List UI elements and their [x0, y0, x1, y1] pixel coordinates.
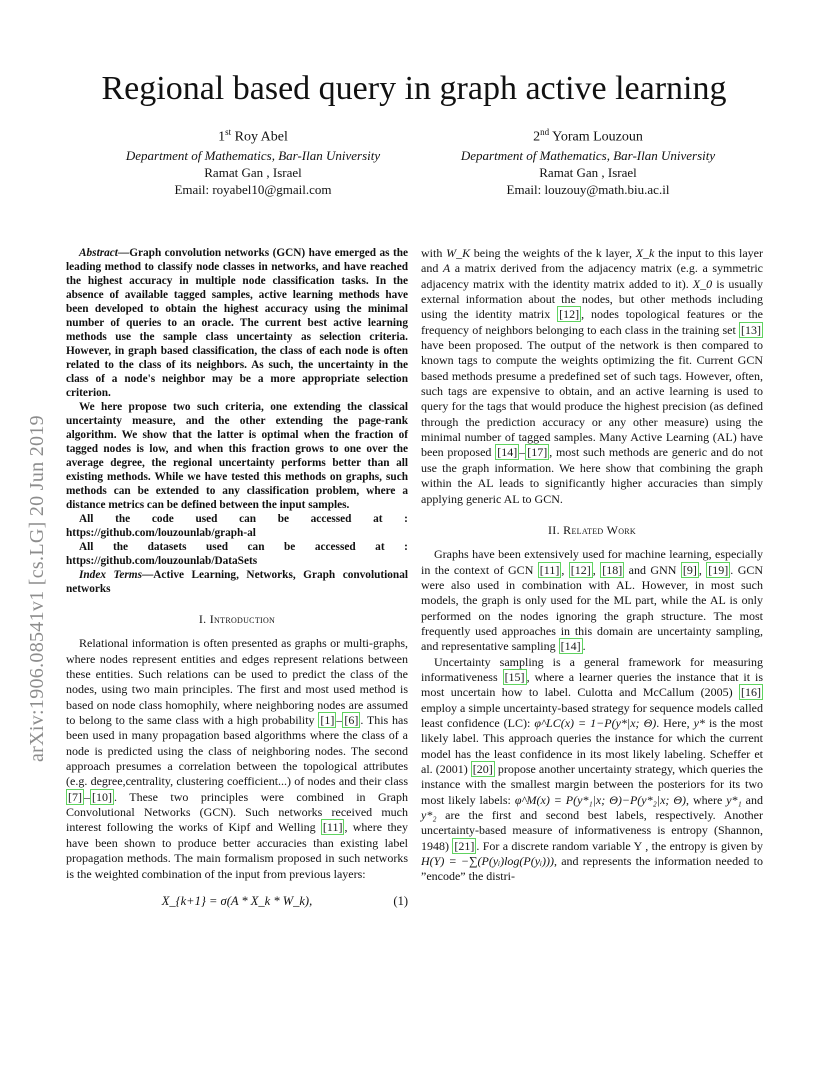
citation-link[interactable]: [9] — [682, 562, 697, 577]
author-email: Email: louzouy@math.biu.ac.il — [506, 181, 670, 197]
dataset-repository-note: All the datasets used can be accessed at : https://github.com/louzounlab/DataSets — [66, 541, 408, 567]
math-margin: φ^M(x) = P(y*₁|x; Θ)−P(y*₂|x; Θ) — [514, 792, 687, 807]
math-entropy: H(Y) = −∑(P(yᵢ)log(P(yᵢ))) — [421, 854, 554, 869]
related-work-paragraph-2: Uncertainty sampling is a general framework for measuring informativeness [15] , where a learner queries the instance that it is most uncertain how to label. Culotta and McCallum (2005) [16] employ a simple uncertainty-based strategy for sequence models called least confidence (LC): φ^LC(x) = 1−P(y*|x; Θ). Here, y* is the most likely label. This approach queries the instance for which the current model has the least confidence in its most likely labeling. Scheffer et al. (2001) [20] propose another uncertainty strategy, which queries the instance with the smallest margin between the posteriors for its two most likely labels: φ^M(x) = P(y*₁|x; Θ)−P(y*₂|x; Θ), where y*₁ and y*₂ are the first and second best labels, respectively. Another uncertainty-based measure of informativeness is entropy (Shannon, 1948) [21] . For a discrete random variable Y , the entropy is given by H(Y) = −∑(P(yᵢ)log(P(yᵢ))), and represents the information needed to ”encode” the distri- — [421, 654, 764, 884]
citation-link[interactable]: [16] — [741, 685, 761, 700]
arxiv-identifier-stamp: arXiv:1906.08541v1 [cs.LG] 20 Jun 2019 — [26, 415, 48, 762]
introduction-paragraph: Relational information is often presented as graphs or multi-graphs, where nodes represent entities and edges represent relations between these entities. Such relations can be used to predict the class of the nodes, using two main principles. The first and most used method is based on node class homophily, where neighboring nodes are assumed to belong to the same class with a high probability [1] – [6] . This has been used in many propagation based algorithms where the class of a node is predicted using the class of neighboring nodes. The second approach presumes a correlation between the topological attributes (e.g. degree,centrality, clustering coefficient...) of nodes and their class [7] – [10] . These two principles were combined in Graph Convolutional Networks (GCN). Such networks received much interest following the works of Kipf and Welling [11] , where they have been shown to produce better accuracies than existing label propagation methods. The main formalism proposed in such networks is the weighted combination of the input from previous layers: — [66, 636, 408, 881]
math-least-confidence: φ^LC(x) = 1−P(y*|x; Θ) — [534, 715, 657, 730]
citation-link[interactable]: [15] — [504, 669, 525, 684]
equation-number: (1) — [393, 893, 408, 908]
author-block-2 — [428, 124, 748, 198]
equation-expression: X_{k+1} = σ(A * X_k * W_k), — [161, 893, 313, 908]
citation-link[interactable]: [18] — [602, 562, 623, 577]
citation-link[interactable]: [20] — [472, 762, 493, 776]
author-affiliation: Department of Mathematics, Bar-Ilan University — [125, 147, 381, 163]
citation-link[interactable]: [11] — [539, 562, 560, 577]
citation-link[interactable]: [14] — [497, 445, 518, 460]
code-repository-link[interactable]: https://github.com/louzounlab/graph-al — [66, 527, 256, 539]
abstract-paragraph-1: Abstract—Graph convolution networks (GCN) have emerged as the leading method to classify node classes in networks, and have reached the highest accuracy in multiple node classification tasks. In the absence of available tagged samples, active learning methods have been developed to obtain the highest accuracy using the minimal number of queries to an oracle. The current best active learning methods use the sample class uncertainty as selection criteria. However, in graph based classification, the class of each node is often related to the class of its neighbors. As such, the uncertainty in the class of a node's neighbor may be a more appropriate selection criterion. — [66, 247, 408, 399]
citation-link[interactable]: [1] — [320, 713, 335, 728]
abstract-paragraph-2: We here propose two such criteria, one extending the classical uncertainty measure, and the other extending the page-rank algorithm. We show that the latter is optimal when the fraction of tagged nodes is low, and when this fraction grows to one over the average degree, the regional uncertainty performs better than all existing methods. While we have tested this methods on graphs, such methods can be extended to any classification problem, where a distance metrics can be defined between the input samples. — [66, 401, 408, 511]
citation-link[interactable]: [13] — [741, 322, 761, 337]
author-affiliation: Department of Mathematics, Bar-Ilan University — [460, 147, 716, 163]
dataset-repository-link[interactable]: https://github.com/louzounlab/DataSets — [66, 555, 258, 567]
author-location: Ramat Gan , Israel — [204, 164, 302, 180]
author-location: Ramat Gan , Israel — [539, 164, 637, 180]
author-name: 2nd Yoram Louzoun — [533, 127, 643, 145]
citation-link[interactable]: [12] — [570, 562, 591, 577]
right-column — [421, 246, 763, 885]
section-heading-introduction: I. Introduction — [198, 612, 276, 626]
citation-link[interactable]: [11] — [322, 820, 343, 835]
author-email: Email: royabel10@gmail.com — [174, 181, 332, 197]
paper-title: Regional based query in graph active learning — [101, 70, 727, 107]
citation-link[interactable]: [12] — [559, 307, 580, 322]
author-name: 1st Roy Abel — [218, 127, 288, 145]
citation-link[interactable]: [19] — [708, 562, 729, 577]
related-work-paragraph-1: Graphs have been extensively used for machine learning, especially in the context of GCN [11] , [12] , [18] and GNN [9] , [19] . GCN were also used in combination with AL. However, in most such models, the graph is only used for the ML part, while the AL is only performed on the nodes ignoring the graph structure. The most frequently used approaches in this domain are uncertainty sampling, and representative sampling [14] . — [421, 547, 764, 654]
author-block-1 — [93, 124, 413, 198]
citation-link[interactable]: [10] — [92, 789, 112, 804]
citation-link[interactable]: [14] — [560, 639, 581, 654]
section-heading-related-work: II. Related Work — [547, 522, 636, 537]
equation-1 — [66, 894, 408, 909]
left-column — [66, 246, 408, 909]
citation-link[interactable]: [6] — [344, 713, 359, 728]
citation-link[interactable]: [7] — [68, 789, 82, 804]
index-terms: Index Terms—Active Learning, Networks, Graph convolutional networks — [66, 569, 408, 595]
gcn-description-paragraph: with W_K being the weights of the k layer, X_k the input to this layer and A a matrix derived from the adjacency matrix (e.g. a symmetric adjacency matrix with the identity matrix added to it). X_0 is usually external information about the nodes, but other methods including using the identity matrix [12] , nodes topological features or the frequency of neighbors belonging to each class in the training set [13] have been proposed. The output of the network is then compared to known tags to compute the weights optimizing the fit. Current GCN based methods presume a predefined set of such tags. However, often, such tags are expensive to obtain, and an active learning is used to query for the tags that would produce the highest precision (as defined through the prediction accuracy or any other measure) using the minimal number of tagged samples. Many Active Learning (AL) have been proposed [14] – [17] , most such methods are generic and do not use the graph information. We here show that combining the graph within the AL leads to significantly higher accuracies than simply applying generic AL to GCN. — [421, 246, 764, 506]
citation-link[interactable]: [17] — [527, 445, 548, 460]
code-repository-note: All the code used can be accessed at : https://github.com/louzounlab/graph-al — [66, 513, 408, 539]
citation-link[interactable]: [21] — [454, 838, 475, 853]
